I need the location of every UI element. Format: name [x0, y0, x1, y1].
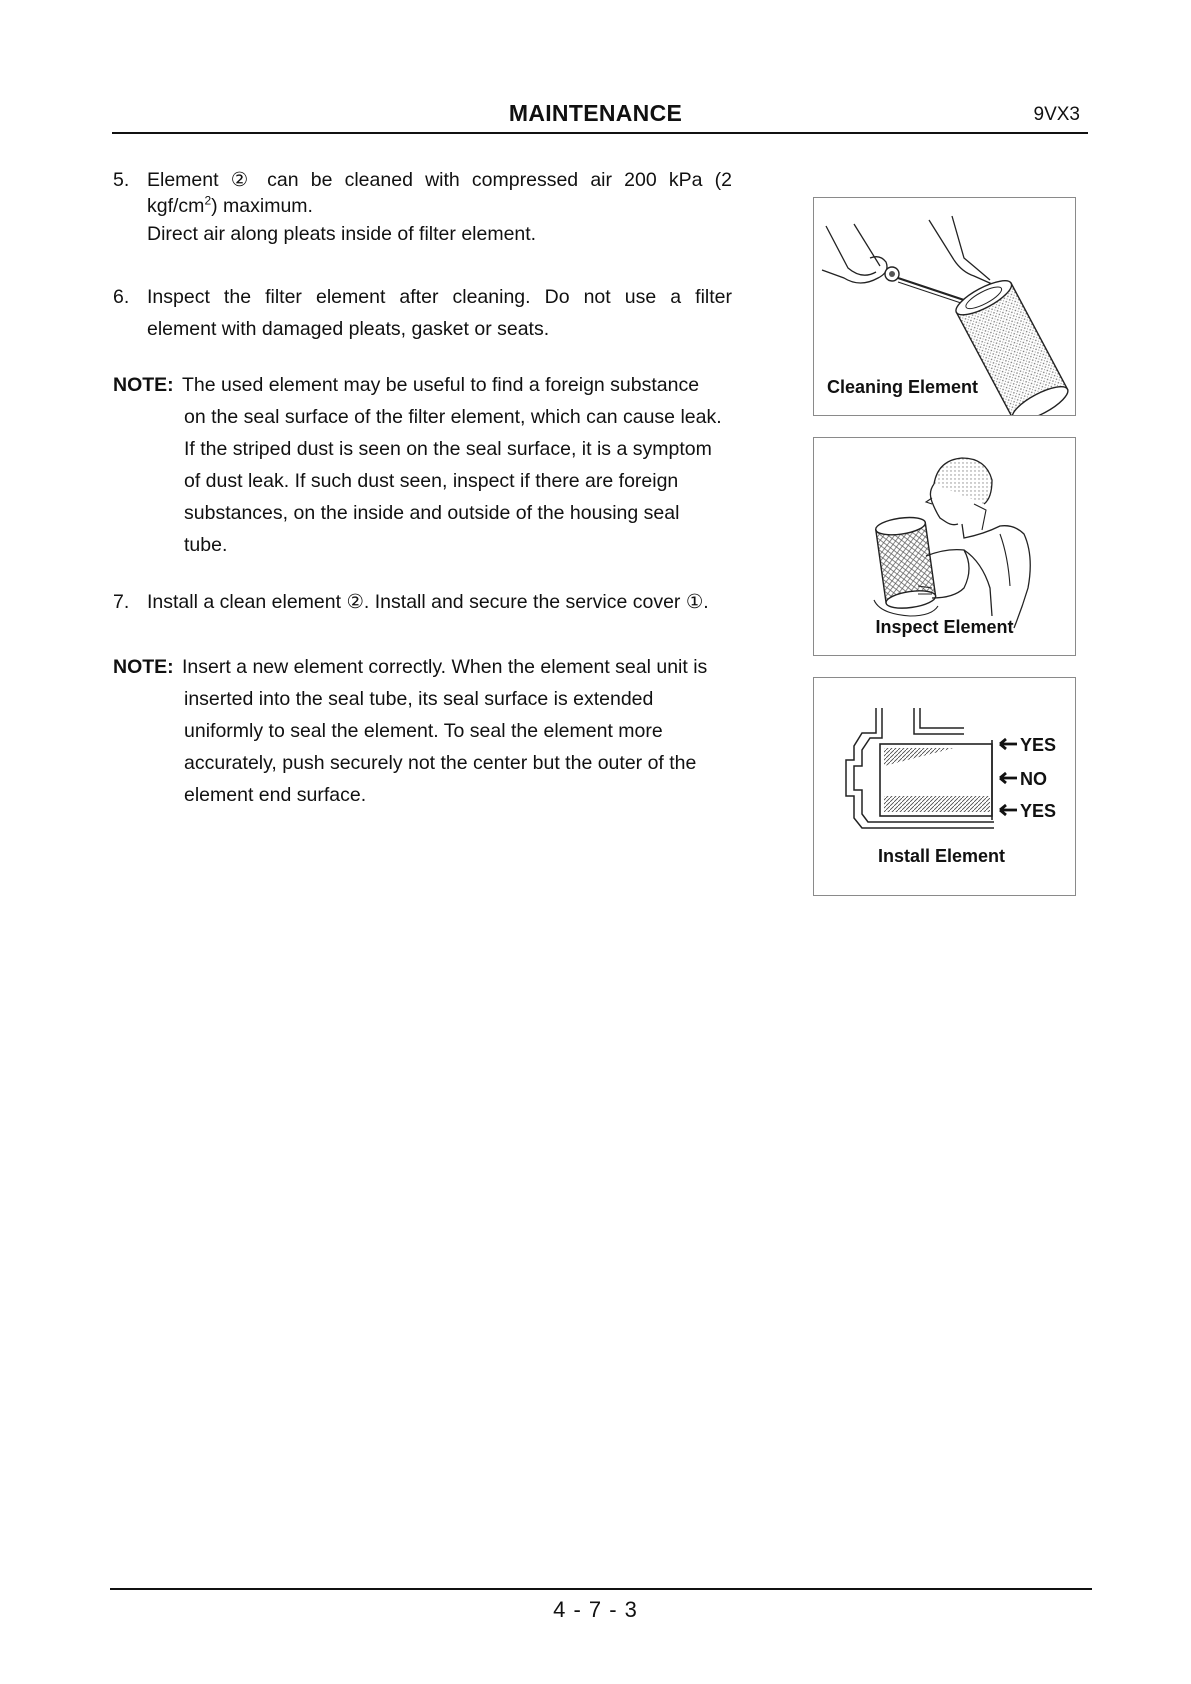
note-1-line: tube. [184, 534, 228, 556]
note-1-label: NOTE: [113, 374, 174, 396]
step-6-number: 6. [113, 286, 130, 308]
note-1-line: substances, on the inside and outside of the housing seal [184, 502, 680, 524]
step-5-line-1: Element ② can be cleaned with compressed air 200 kPa (2 [147, 169, 732, 191]
note-1-line: of dust leak. If such dust seen, inspect if there are foreign [184, 470, 679, 492]
note-1-line: on the seal surface of the filter element, which can cause leak. [184, 406, 722, 428]
step-5-number: 5. [113, 169, 130, 191]
note-2-line: inserted into the seal tube, its seal surface is extended [184, 688, 654, 710]
step-5-line-2: kgf/$cm^2$) maximum. [147, 193, 313, 217]
note-2-line: accurately, push securely not the center but the outer of the [184, 752, 697, 774]
document-code: 9VX3 [1033, 104, 1080, 125]
figure-cleaning-element [813, 197, 1076, 416]
step-5-line-3: Direct air along pleats inside of filter element. [147, 223, 537, 245]
footer-divider [110, 1588, 1092, 1590]
note-2-line: uniformly to seal the element. To seal the element more [184, 720, 663, 742]
page-title: MAINTENANCE [508, 100, 683, 126]
step-6-line-1: Inspect the filter element after cleaning. Do not use a filter [147, 286, 732, 308]
inspect-element-caption: Inspect Element [875, 617, 1014, 637]
note-2-line: element end surface. [184, 784, 367, 806]
install-label-yes-top: YES [1020, 735, 1057, 755]
figure-install-element [813, 677, 1076, 896]
figure-inspect-element [813, 437, 1076, 656]
cleaning-element-caption: Cleaning Element [827, 377, 981, 398]
header-divider [112, 132, 1088, 134]
note-2-line: Insert a new element correctly. When the element seal unit is [182, 656, 708, 678]
note-2-label: NOTE: [113, 656, 174, 678]
install-label-no: NO [1020, 769, 1047, 789]
note-1-line: The used element may be useful to find a foreign substance [182, 374, 700, 396]
page-number: 4 - 7 - 3 [553, 1597, 638, 1622]
install-element-caption: Install Element [877, 846, 1006, 866]
step-7-number: 7. [113, 591, 130, 613]
install-label-yes-bottom: YES [1020, 801, 1057, 821]
note-1-line: If the striped dust is seen on the seal surface, it is a symptom [184, 438, 712, 460]
step-6-line-2: element with damaged pleats, gasket or seats. [147, 318, 550, 340]
step-7-line-1: Install a clean element ②. Install and secure the service cover ①. [147, 591, 709, 613]
